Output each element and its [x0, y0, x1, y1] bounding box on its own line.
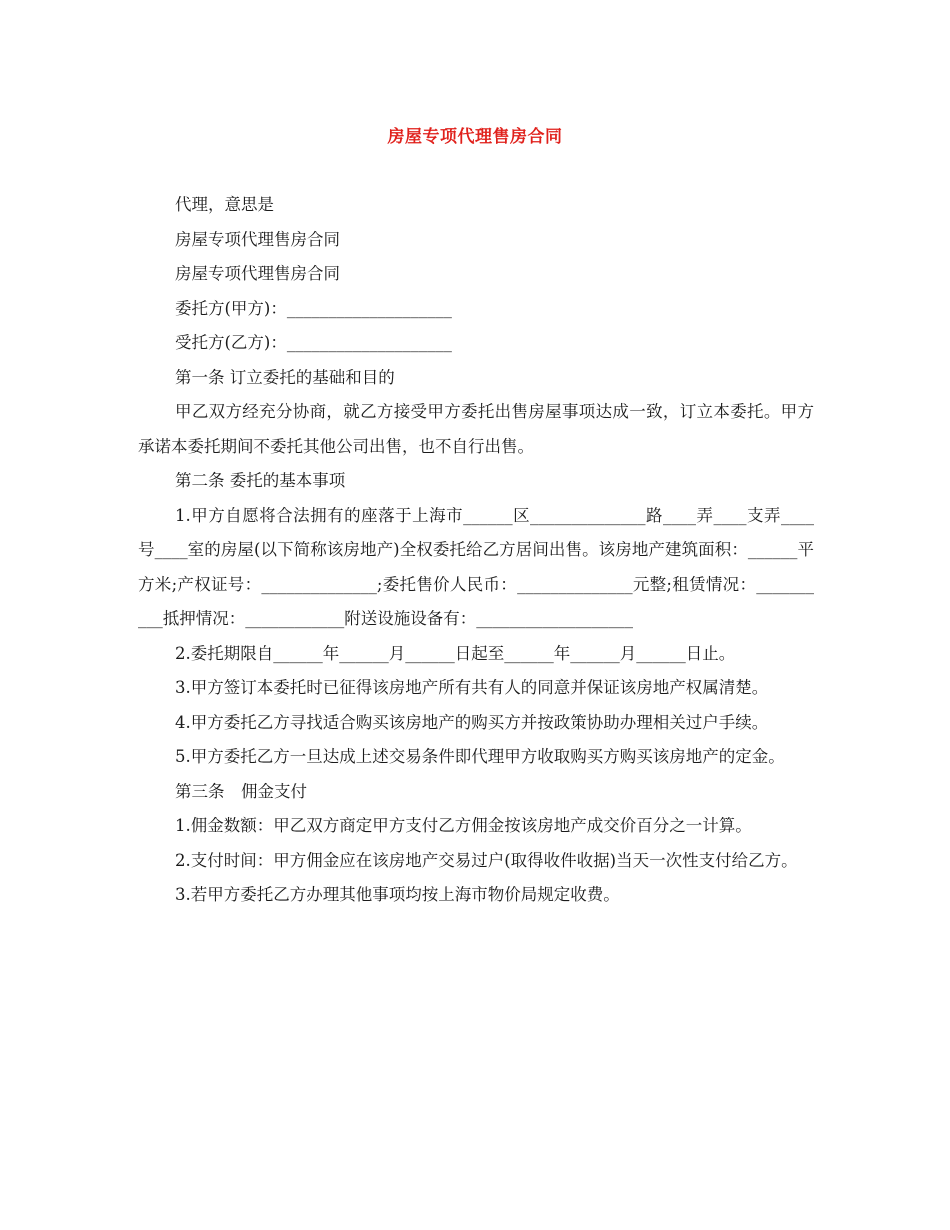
article-2-item-2: 2.委托期限自______年______月______日起至______年______月______日止。 — [175, 643, 736, 663]
article-1-text: 甲乙双方经充分协商，就乙方接受甲方委托出售房屋事项达成一致，订立本委托。甲方承诺本委托期间不委托其他公司出售，也不自行出售。 — [138, 402, 814, 456]
article-2-heading: 第二条 委托的基本事项 — [175, 471, 346, 490]
article-2-item-4: 4.甲方委托乙方寻找适合购买该房地产的购买方并按政策协助办理相关过户手续。 — [175, 712, 769, 732]
article-1-heading: 第一条 订立委托的基础和目的 — [175, 367, 395, 387]
party-a-field: 委托方(甲方)：____________________ — [175, 298, 452, 318]
article-3-heading: 第三条 佣金支付 — [175, 781, 307, 801]
article-2-item-1: 1.甲方自愿将合法拥有的座落于上海市______区______________路____弄____支弄____号____室的房屋(以下简称该房地产)全权委托给乙方居间出售。该房地产建筑面积：______平方米;产权证号：______________;委托售价人民币：______________元整;租赁情况：__________抵押情况：____________附送设施设备有：___________________ — [138, 505, 814, 628]
article-3-item-3: 3.若甲方委托乙方办理其他事项均按上海市物价局规定收费。 — [175, 885, 620, 904]
document-title: 房屋专项代理售房合同 — [387, 127, 563, 147]
paragraph-subtitle-1: 房屋专项代理售房合同 — [175, 229, 340, 249]
paragraph-intro: 代理，意思是 — [175, 195, 274, 214]
paragraph-subtitle-2: 房屋专项代理售房合同 — [175, 264, 340, 283]
article-3-item-1: 1.佣金数额：甲乙双方商定甲方支付乙方佣金按该房地产成交价百分之一计算。 — [175, 816, 752, 835]
article-2-item-5: 5.甲方委托乙方一旦达成上述交易条件即代理甲方收取购买方购买该房地产的定金。 — [175, 747, 785, 766]
party-b-field: 受托方(乙方)：____________________ — [175, 333, 452, 352]
article-3-item-2: 2.支付时间：甲方佣金应在该房地产交易过户(取得收件收据)当天一次性支付给乙方。 — [175, 850, 798, 870]
article-2-item-3: 3.甲方签订本委托时已征得该房地产所有共有人的同意并保证该房地产权属清楚。 — [175, 678, 769, 697]
document-body — [138, 188, 814, 913]
